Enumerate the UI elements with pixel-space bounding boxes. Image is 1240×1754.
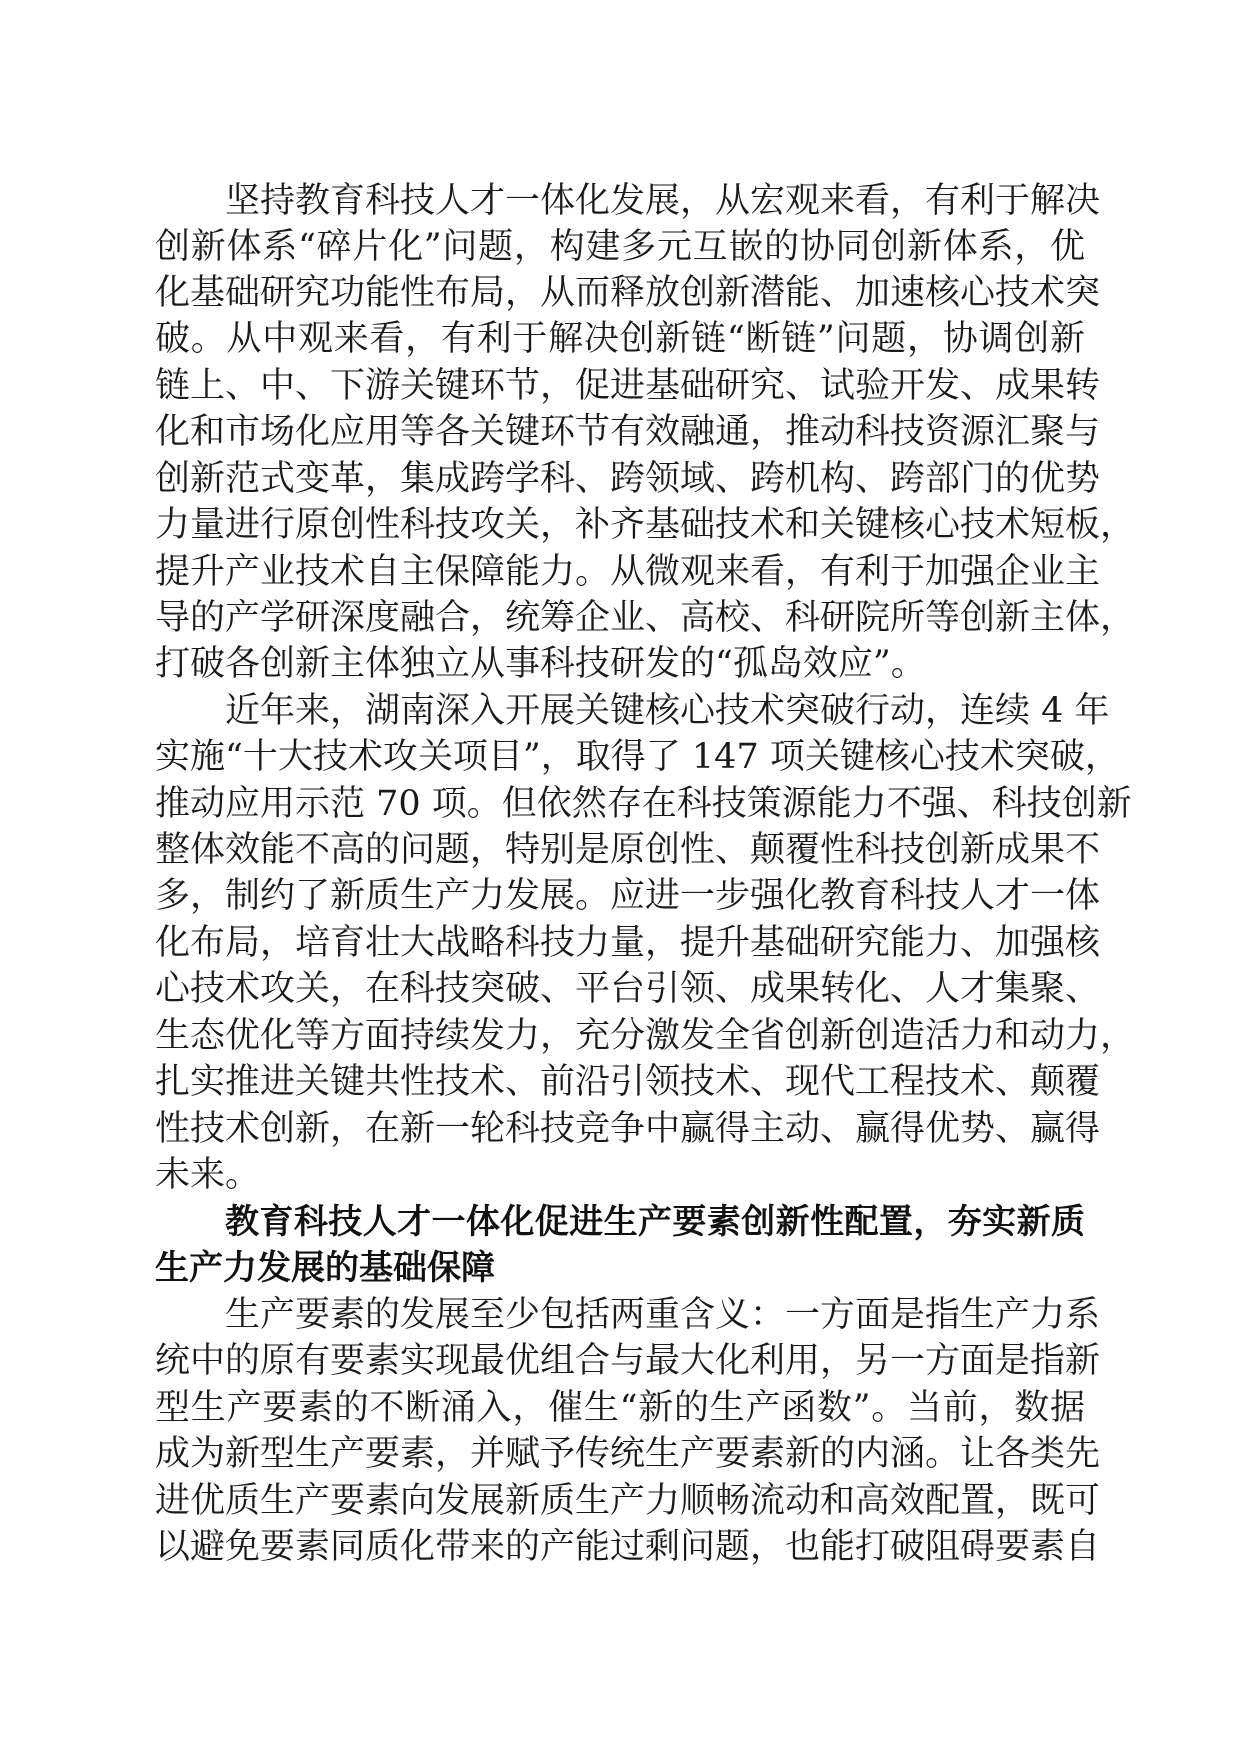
paragraph-2-line-9: 扎实推进关键共性技术、前沿引领技术、现代工程技术、颠覆: [155, 1062, 1101, 1102]
paragraph-2-line-1: 近年来，湖南深入开展关键核心技术突破行动，连续 4 年: [225, 691, 1110, 731]
section-heading-line-1: 教育科技人才一体化促进生产要素创新性配置，夯实新质: [225, 1202, 1085, 1242]
paragraph-2-line-6: 化布局，培育壮大战略科技力量，提升基础研究能力、加强核: [155, 923, 1101, 963]
paragraph-1-line-1: 坚持教育科技人才一体化发展，从宏观来看，有利于解决: [225, 181, 1101, 221]
paragraph-1-line-8: 力量进行原创性科技攻关，补齐基础技术和关键核心技术短板，: [155, 505, 1136, 545]
paragraph-3-line-3: 型生产要素的不断涌入，催生“新的生产函数”。当前，数据: [155, 1388, 1085, 1428]
paragraph-3-line-4: 成为新型生产要素，并赋予传统生产要素新的内涵。让各类先: [155, 1434, 1101, 1474]
paragraph-2-line-11: 未来。: [155, 1155, 261, 1195]
paragraph-1-line-11: 打破各创新主体独立从事科技研发的“孤岛效应”。: [155, 644, 926, 684]
paragraph-1-line-9: 提升产业技术自主保障能力。从微观来看，有利于加强企业主: [155, 552, 1101, 592]
paragraph-3-line-2: 统中的原有要素实现最优组合与最大化利用，另一方面是指新: [155, 1341, 1101, 1381]
paragraph-1-line-6: 化和市场化应用等各关键环节有效融通，推动科技资源汇聚与: [155, 412, 1101, 452]
paragraph-2-line-10: 性技术创新，在新一轮科技竞争中赢得主动、赢得优势、赢得: [155, 1109, 1101, 1149]
paragraph-2-line-5: 多，制约了新质生产力发展。应进一步强化教育科技人才一体: [155, 876, 1101, 916]
paragraph-2-line-4: 整体效能不高的问题，特别是原创性、颠覆性科技创新成果不: [155, 830, 1101, 870]
paragraph-1-line-7: 创新范式变革，集成跨学科、跨领域、跨机构、跨部门的优势: [155, 459, 1101, 499]
paragraph-2-line-2: 实施“十大技术攻关项目”，取得了 147 项关键核心技术突破，: [155, 737, 1120, 777]
paragraph-2-line-3: 推动应用示范 70 项。但依然存在科技策源能力不强、科技创新: [155, 784, 1132, 824]
paragraph-3-line-1: 生产要素的发展至少包括两重含义：一方面是指生产力系: [225, 1295, 1101, 1335]
paragraph-1-line-3: 化基础研究功能性布局，从而释放创新潜能、加速核心技术突: [155, 273, 1101, 313]
paragraph-1-line-10: 导的产学研深度融合，统筹企业、高校、科研院所等创新主体，: [155, 598, 1136, 638]
section-heading-line-2: 生产力发展的基础保障: [155, 1248, 495, 1288]
paragraph-3-line-6: 以避免要素同质化带来的产能过剩问题，也能打破阻碍要素自: [155, 1527, 1101, 1567]
paragraph-2-line-7: 心技术攻关，在科技突破、平台引领、成果转化、人才集聚、: [155, 969, 1101, 1009]
paragraph-3-line-5: 进优质生产要素向发展新质生产力顺畅流动和高效配置，既可: [155, 1481, 1101, 1521]
paragraph-1-line-5: 链上、中、下游关键环节，促进基础研究、试验开发、成果转: [155, 366, 1101, 406]
paragraph-1-line-2: 创新体系“碎片化”问题，构建多元互嵌的协同创新体系，优: [155, 227, 1085, 267]
paragraph-2-line-8: 生态优化等方面持续发力，充分激发全省创新创造活力和动力，: [155, 1016, 1136, 1056]
paragraph-1-line-4: 破。从中观来看，有利于解决创新链“断链”问题，协调创新: [155, 319, 1085, 359]
document-body: [155, 0, 1136, 1754]
